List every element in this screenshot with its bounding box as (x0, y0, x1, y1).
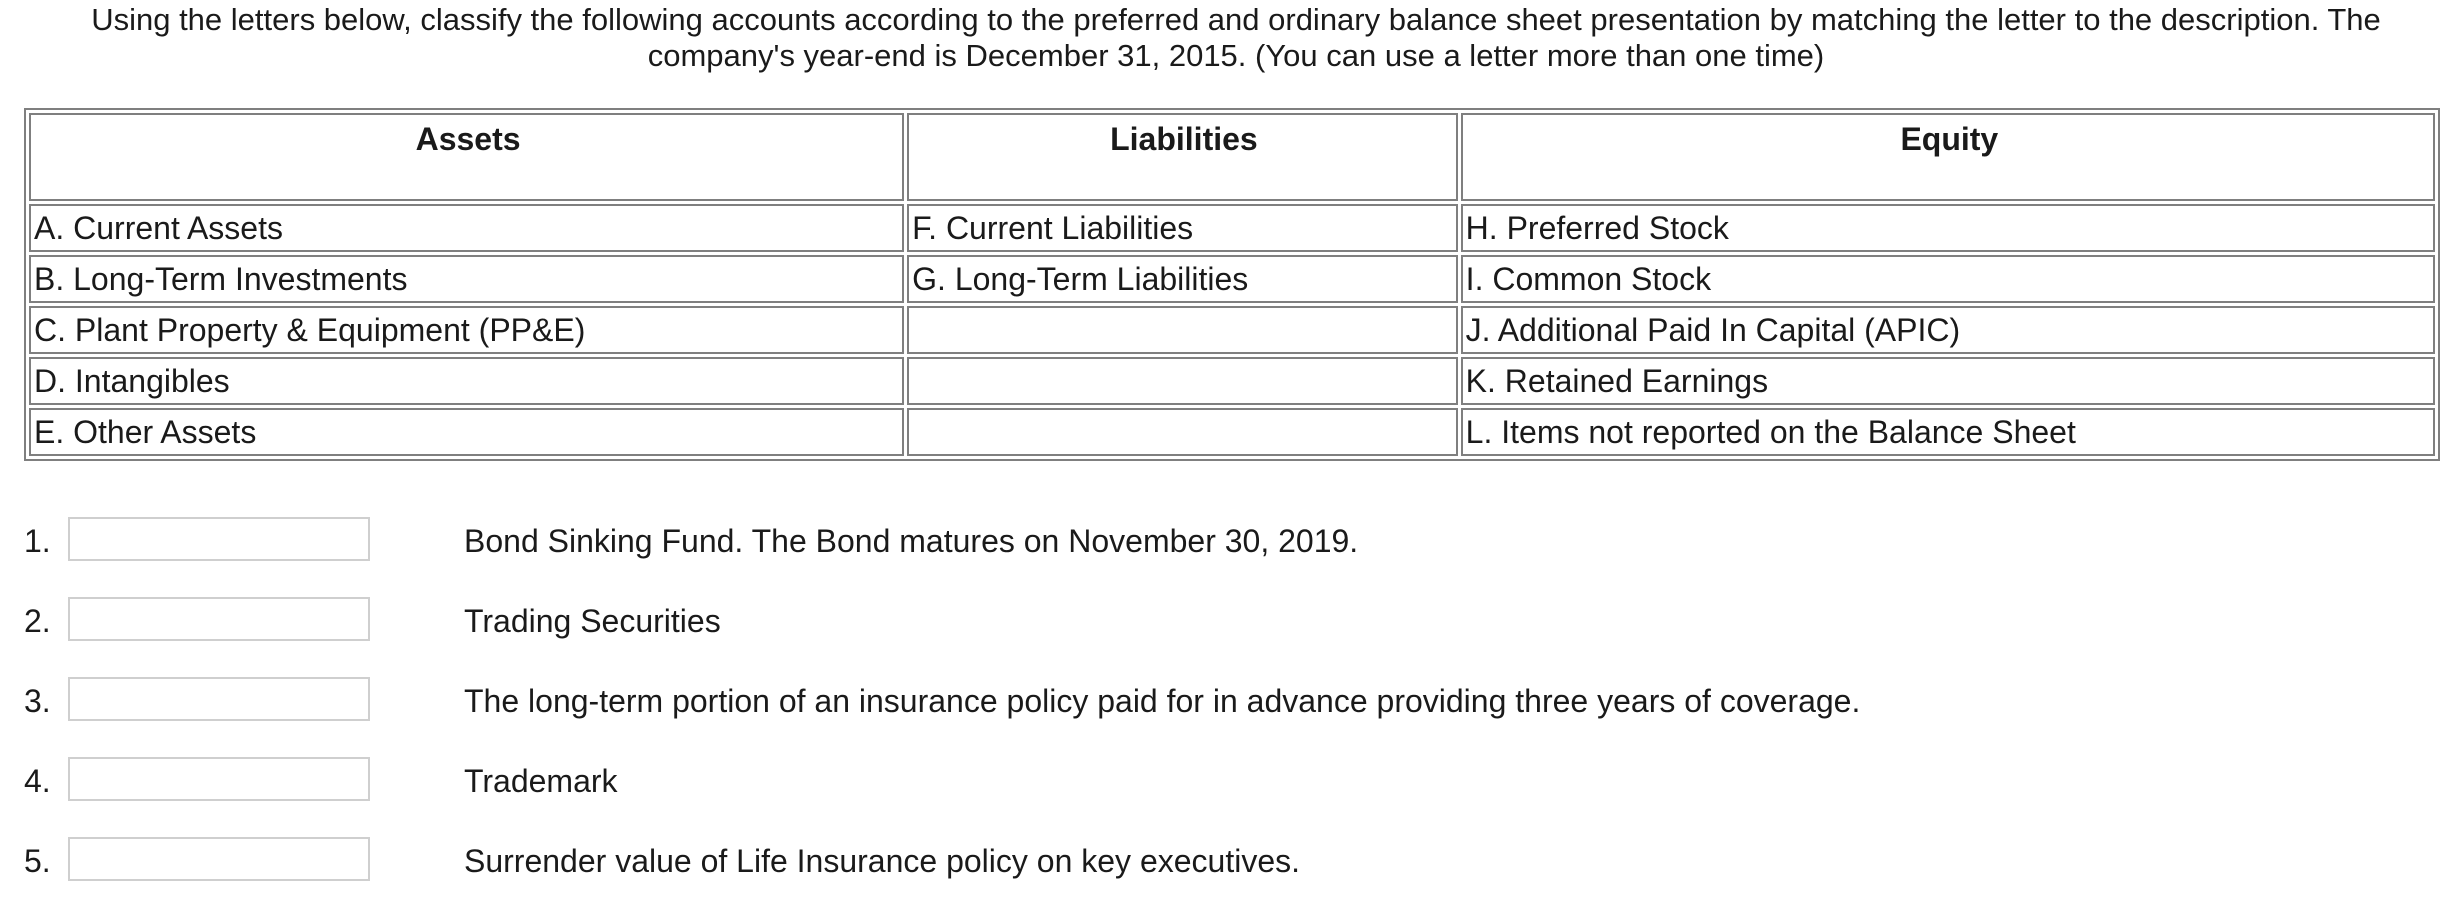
question-2 (0, 597, 2462, 645)
legend-equity-cell: H. Preferred Stock (1461, 204, 2435, 252)
answer-input-4[interactable] (68, 757, 370, 801)
legend-equity-cell: J. Additional Paid In Capital (APIC) (1461, 306, 2435, 354)
legend-asset-cell: C. Plant Property & Equipment (PP&E) (29, 306, 904, 354)
question-text: Trading Securities (464, 603, 721, 639)
legend-equity-cell: L. Items not reported on the Balance Sheet (1461, 408, 2435, 456)
question-text: The long-term portion of an insurance policy paid for in advance providing three years of coverage. (464, 683, 1861, 719)
answer-input-3[interactable] (68, 677, 370, 721)
legend-row (29, 408, 2435, 456)
question-text: Trademark (464, 763, 618, 799)
legend-asset-cell: B. Long-Term Investments (29, 255, 904, 303)
legend-row (29, 357, 2435, 405)
answer-input-5[interactable] (68, 837, 370, 881)
question-5 (0, 837, 2462, 885)
question-number: 4. (24, 763, 51, 799)
question-text: Bond Sinking Fund. The Bond matures on November 30, 2019. (464, 523, 1359, 559)
question-number: 5. (24, 843, 51, 879)
legend-liability-cell (907, 306, 1458, 354)
legend-equity-cell: I. Common Stock (1461, 255, 2435, 303)
legend-equity-cell: K. Retained Earnings (1461, 357, 2435, 405)
legend-asset-cell: E. Other Assets (29, 408, 904, 456)
classification-legend-table (24, 108, 2440, 461)
question-number: 2. (24, 603, 51, 639)
legend-asset-cell: D. Intangibles (29, 357, 904, 405)
legend-liability-cell: F. Current Liabilities (907, 204, 1458, 252)
answer-input-1[interactable] (68, 517, 370, 561)
header-assets: Assets (29, 113, 904, 201)
legend-asset-cell: A. Current Assets (29, 204, 904, 252)
question-text: Surrender value of Life Insurance policy on key executives. (464, 843, 1301, 879)
instructions (20, 2, 2452, 74)
question-1 (0, 517, 2462, 565)
legend-row (29, 204, 2435, 252)
legend-liability-cell (907, 357, 1458, 405)
instructions-line-1: Using the letters below, classify the following accounts according to the preferred and ordinary balance sheet presentation by matching the letter to the description. The (91, 2, 2381, 37)
question-number: 3. (24, 683, 51, 719)
header-equity: Equity (1461, 113, 2435, 201)
legend-liability-cell (907, 408, 1458, 456)
answer-input-2[interactable] (68, 597, 370, 641)
question-number: 1. (24, 523, 51, 559)
question-4 (0, 757, 2462, 805)
legend-header-row (29, 113, 2435, 201)
legend-row (29, 255, 2435, 303)
header-liabilities: Liabilities (907, 113, 1458, 201)
legend-liability-cell: G. Long-Term Liabilities (907, 255, 1458, 303)
instructions-line-2: company's year-end is December 31, 2015. (You can use a letter more than one time) (647, 38, 1825, 73)
legend-row (29, 306, 2435, 354)
question-3 (0, 677, 2462, 725)
